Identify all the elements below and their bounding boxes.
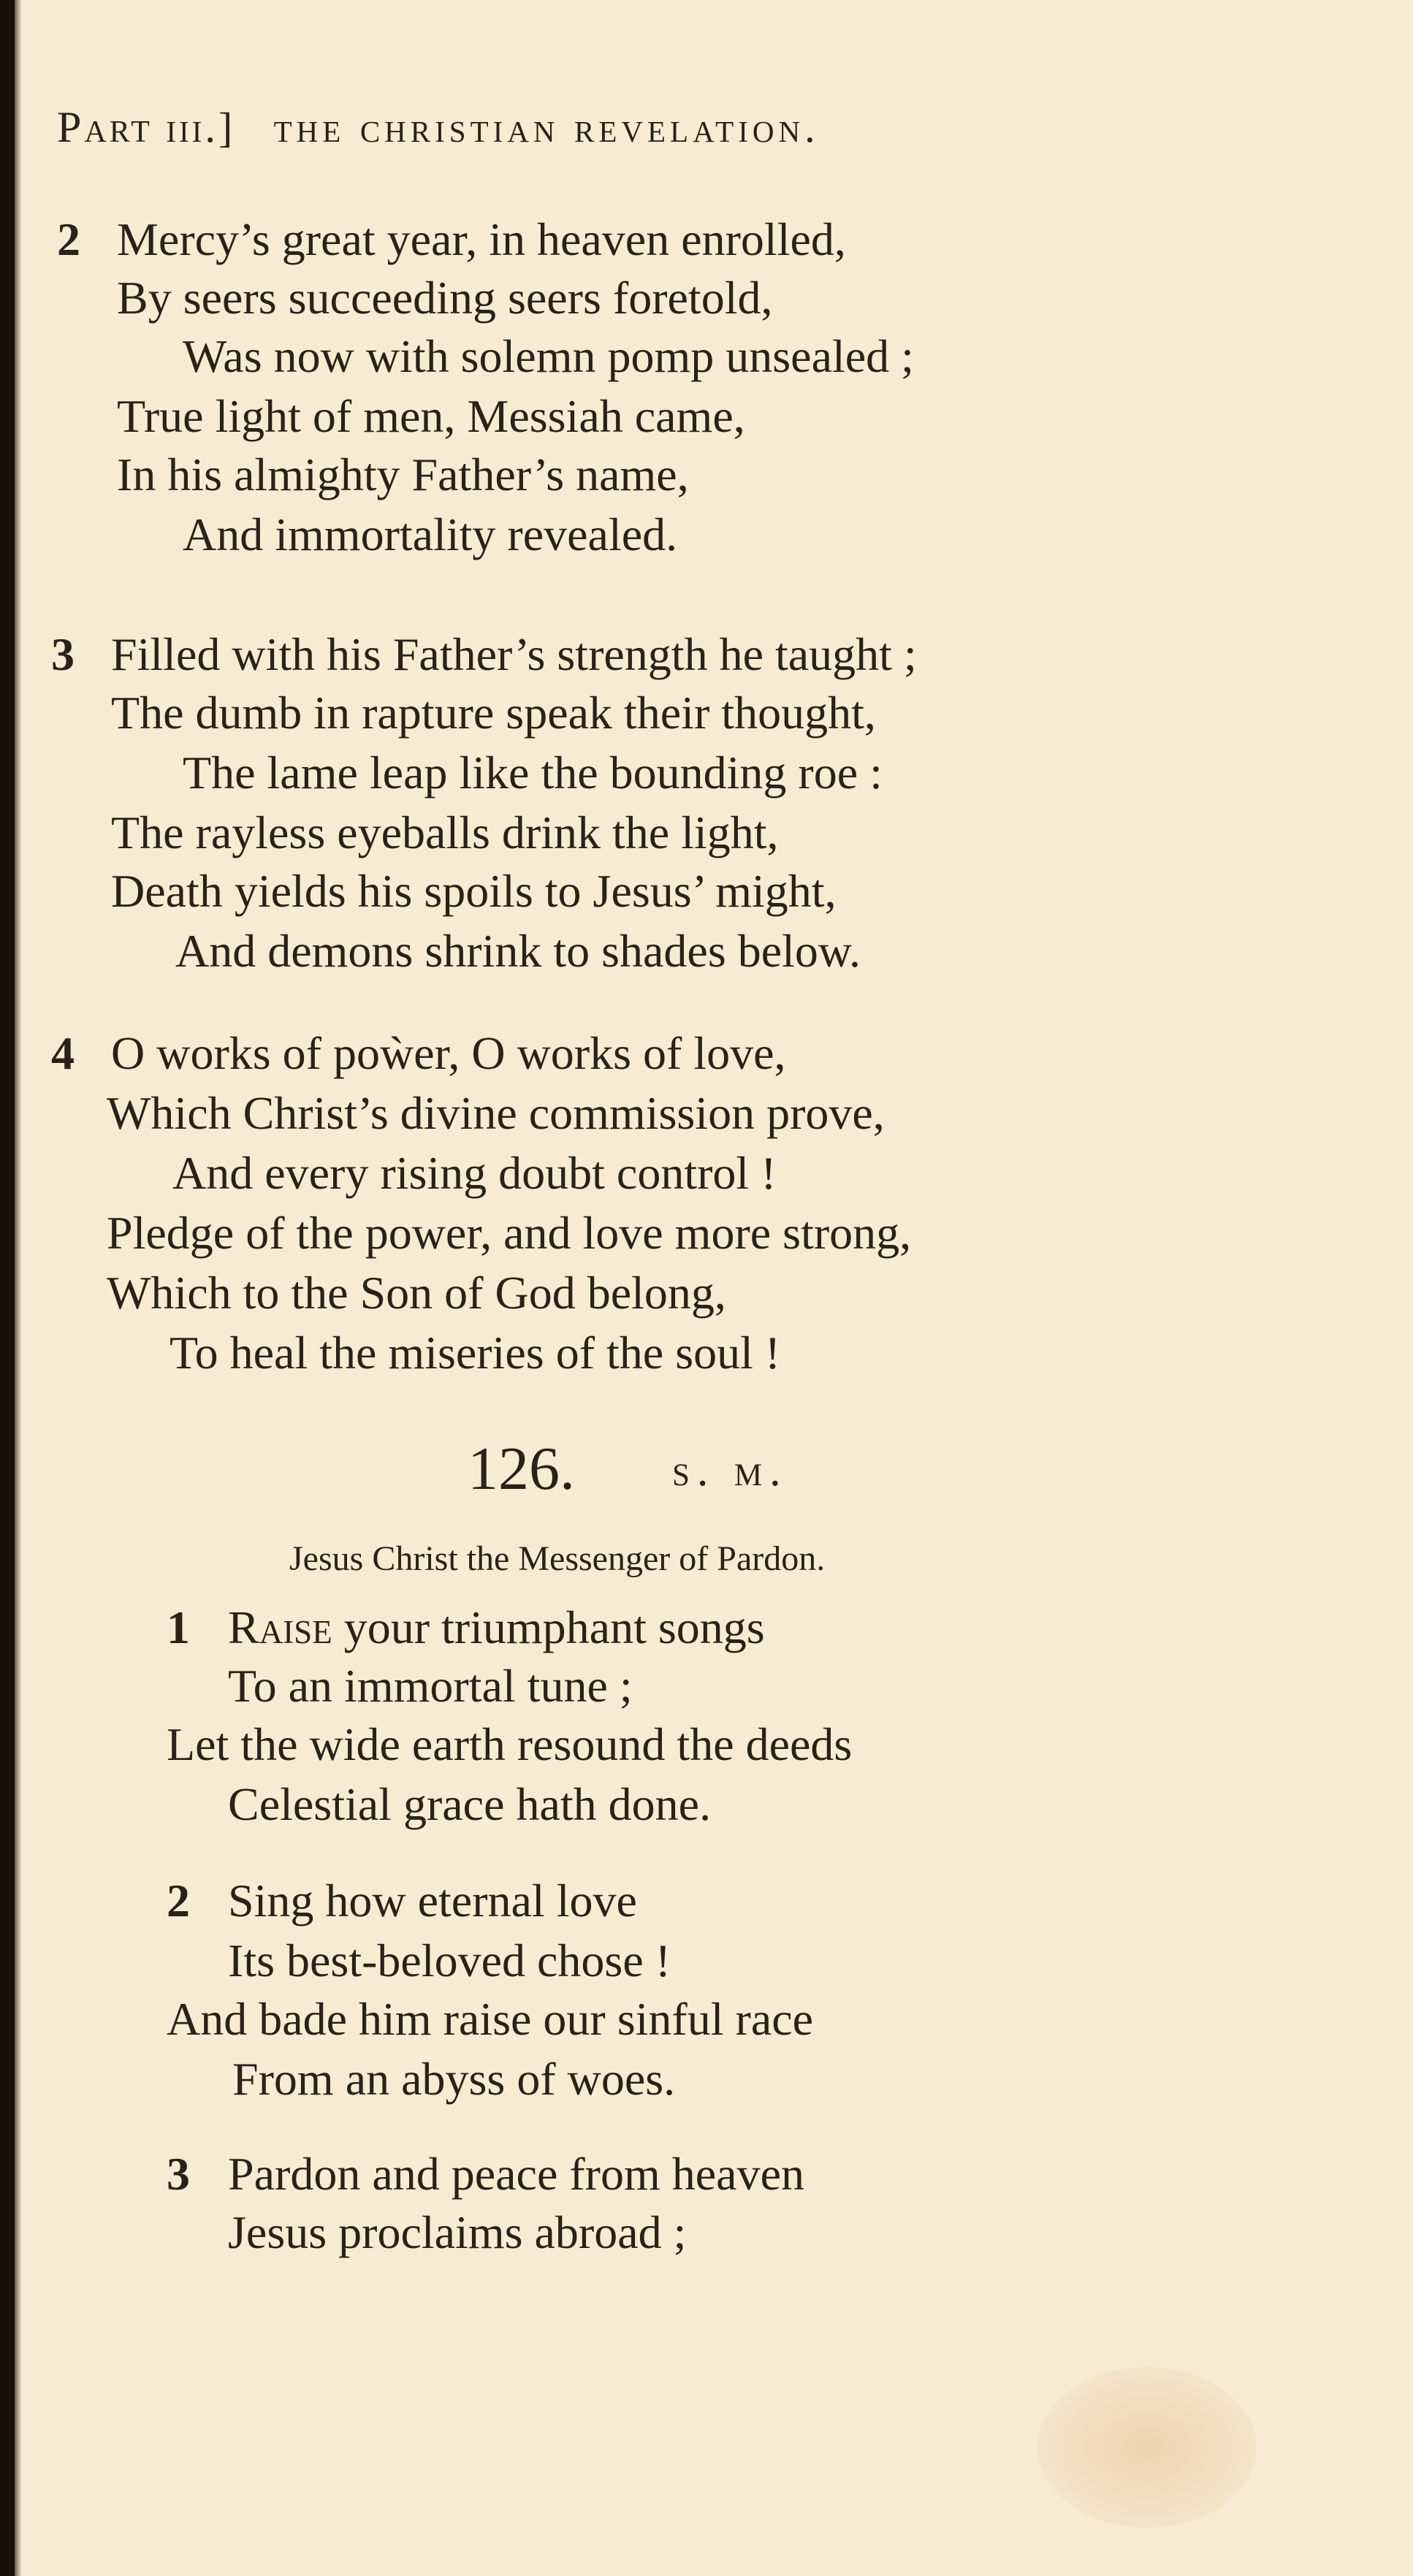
- stanza-number: 1: [167, 1601, 190, 1653]
- verse-line: True light of men, Messiah came,: [117, 390, 745, 442]
- verse-line: The lame leap like the bounding roe :: [183, 747, 883, 799]
- verse-line: Which to the Son of God belong,: [107, 1267, 726, 1319]
- verse-line: From an abyss of woes.: [232, 2053, 676, 2105]
- verse-line: Pledge of the power, and love more strong,: [107, 1207, 912, 1259]
- hymn-meter: s. m.: [672, 1446, 788, 1495]
- running-header: [57, 102, 1153, 153]
- stanza-number: 3: [167, 2148, 190, 2200]
- verse-line: Mercy’s great year, in heaven enrolled,: [117, 213, 846, 265]
- verse-line: Jesus proclaims abroad ;: [228, 2206, 687, 2258]
- verse-line: O works of poẁer, O works of love,: [111, 1027, 786, 1079]
- verse-line: And bade him raise our sinful race: [167, 1993, 814, 2045]
- verse-line: In his almighty Father’s name,: [117, 449, 689, 500]
- verse-line: Filled with his Father’s strength he taught ;: [111, 628, 917, 680]
- stanza-number: 2: [167, 1875, 190, 1927]
- header-part-number: iii.]: [166, 104, 236, 151]
- header-part: Part: [57, 103, 153, 151]
- hymn-number: 126.: [468, 1435, 575, 1503]
- book-spine-shadow: [0, 0, 15, 2576]
- verse-line: The dumb in rapture speak their thought,: [111, 687, 876, 739]
- hymn-title: Jesus Christ the Messenger of Pardon.: [289, 1539, 826, 1578]
- verse-line: Was now with solemn pomp unsealed ;: [183, 330, 914, 382]
- verse-line: By seers succeeding seers foretold,: [117, 272, 773, 324]
- verse-line: Pardon and peace from heaven: [228, 2148, 804, 2200]
- verse-line: The rayless eyeballs drink the light,: [111, 807, 779, 858]
- stanza-number: 2: [57, 213, 80, 265]
- verse-line-first: [228, 1598, 765, 1657]
- spine-edge-gradient: [15, 0, 22, 2576]
- verse-line: Which Christ’s divine commission prove,: [107, 1087, 885, 1139]
- verse-line: Its best-beloved chose !: [228, 1935, 671, 1986]
- verse-line: And demons shrink to shades below.: [175, 925, 861, 977]
- first-line-rest: your triumphant songs: [332, 1601, 765, 1653]
- verse-line: Celestial grace hath done.: [228, 1778, 712, 1830]
- stanza-number: 4: [51, 1027, 75, 1079]
- verse-line: Death yields his spoils to Jesus’ might,: [111, 865, 837, 917]
- paper-stain: [1037, 2367, 1257, 2528]
- verse-line: And every rising doubt control !: [172, 1147, 777, 1199]
- verse-line: To heal the miseries of the soul !: [170, 1327, 781, 1379]
- verse-line: Let the wide earth resound the deeds: [167, 1718, 853, 1770]
- stanza-number: 3: [51, 628, 75, 680]
- verse-line: Sing how eternal love: [228, 1875, 637, 1927]
- verse-line: To an immortal tune ;: [228, 1660, 633, 1712]
- header-title: the christian revelation.: [273, 104, 820, 151]
- initial-capital-word: Raise: [228, 1601, 332, 1653]
- verse-line: And immortality revealed.: [183, 508, 678, 560]
